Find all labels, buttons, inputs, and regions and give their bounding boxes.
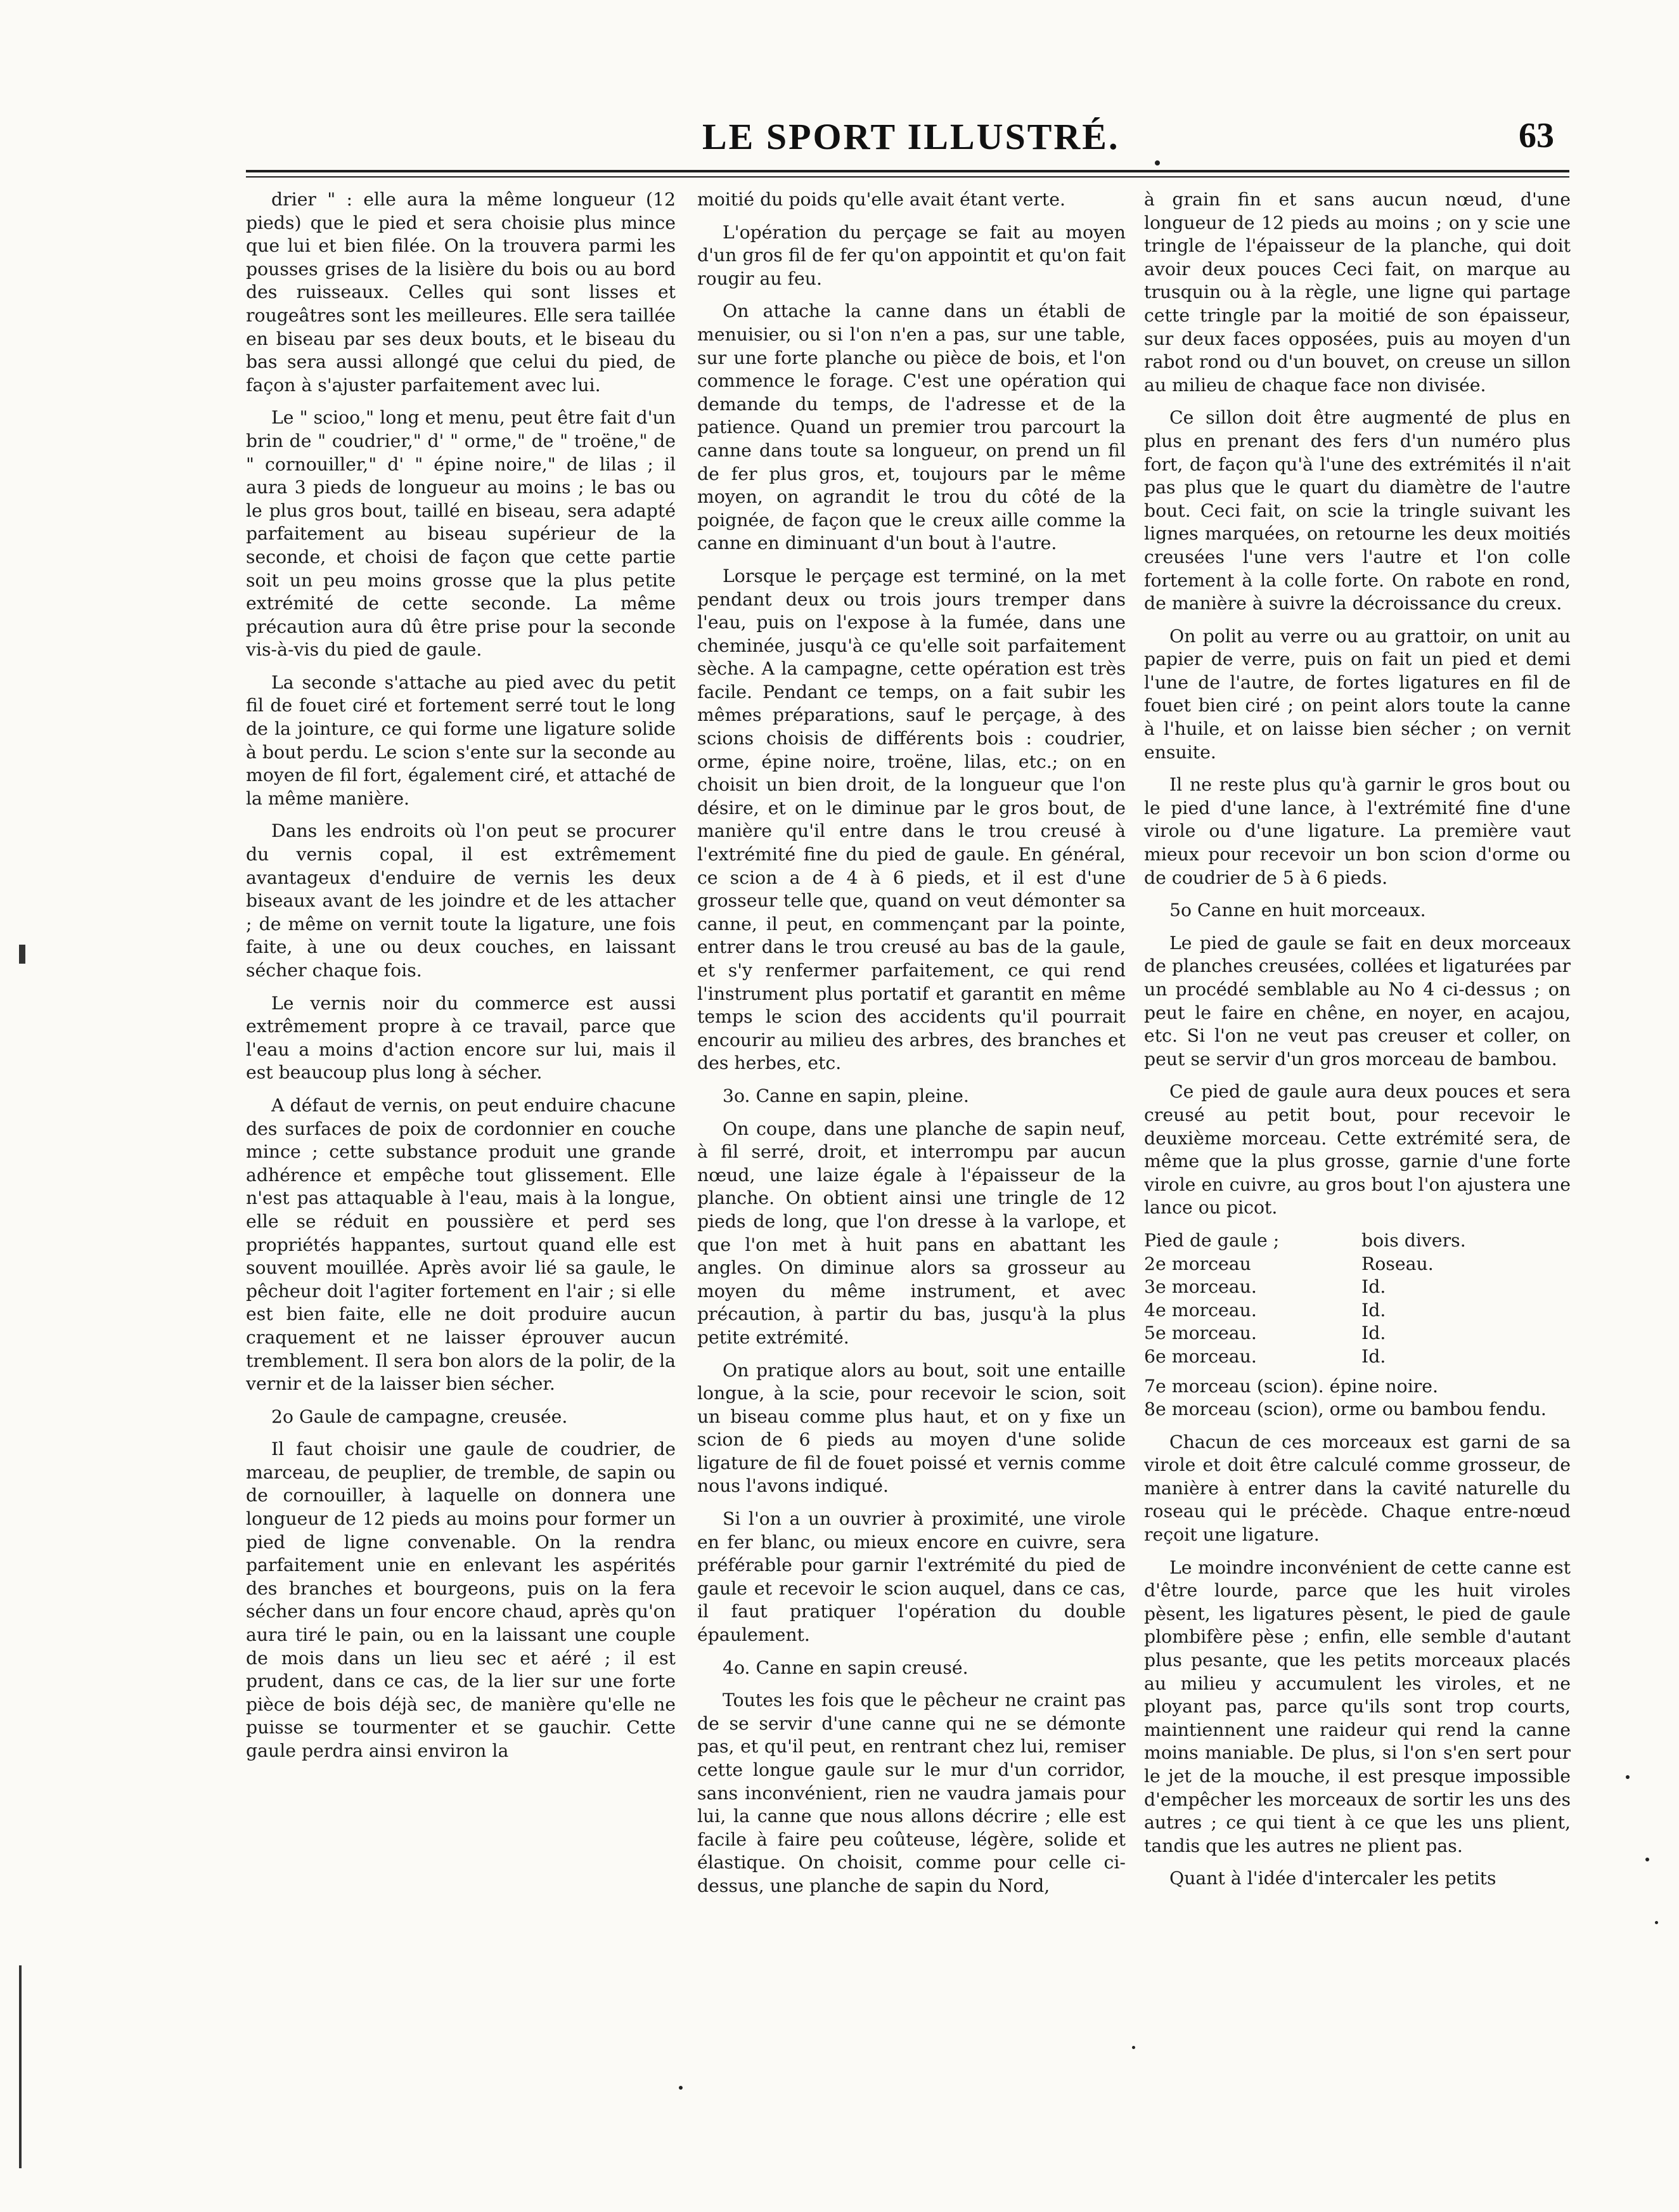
- page-number: 63: [1519, 116, 1554, 155]
- paragraph: Dans les endroits où l'on peut se procurer du vernis copal, il est extrêmement avantageux d'enduire de vernis les deux biseaux avant de les joindre et de les attacher ; de même on vernit toute la ligature, une fois faite, à une ou deux couches, en laissant sécher chaque fois.: [246, 820, 676, 981]
- table-cell-material: bois divers.: [1361, 1229, 1466, 1251]
- table-cell-material: Roseau.: [1361, 1253, 1434, 1274]
- paragraph: Lorsque le perçage est terminé, on la met pendant deux ou trois jours tremper dans l'eau, puis on l'expose à la fumée, dans une cheminée, jusqu'à ce qu'elle soit parfaitement sèche. A la campagne, cette opération est très facile. Pendant ce temps, on a fait subir les mêmes préparations, sauf le perçage, à des scions choisis de différents bois : coudrier, orme, épine noire, troëne, lilas, etc.; on en choisit un bien droit, de la longueur que l'on désire, et on le diminue par le gros bout, de manière qu'il entre dans le trou creusé à l'extrémité fine du pied de gaule. En général, ce scion a de 4 à 6 pieds, et il est d'une grosseur telle que, quand on veut démonter sa canne, il peut, en commençant par la pointe, entrer dans le trou creusé au bas de la gaule, et s'y renfermer parfaitement, ce qui rend l'instrument plus portatif et garantit en même temps le scion des accidents qu'il pourrait encourir au milieu des arbres, des branches et des herbes, etc.: [697, 565, 1126, 1074]
- table-row: [1144, 1276, 1571, 1299]
- paragraph: A défaut de vernis, on peut enduire chacune des surfaces de poix de cordonnier en couche mince ; cette substance produit une grande adhérence et empêche tout glissement. Elle n'est pas attaquable à l'eau, mais à la longue, elle se réduit en poussière et perd ses propriétés happantes, surtout quand elle est souvent mouillée. Après avoir lié sa gaule, le pêcheur doit l'agiter fortement en l'air ; si elle est bien faite, elle ne doit produire aucun craquement et ne laisser éprouver aucun tremblement. Il sera bon alors de la polir, de la vernir et de la laisser bien sécher.: [246, 1094, 676, 1395]
- ink-speck: [1626, 1775, 1630, 1779]
- table-row: [1144, 1253, 1571, 1276]
- header-rule: [246, 170, 1569, 172]
- paragraph: Toutes les fois que le pêcheur ne craint pas de se servir d'une canne qui ne se démonte pas, et qu'il peut, en rentrant chez lui, remiser cette longue gaule sur le mur d'un corridor, sans inconvénient, rien ne vaudra jamais pour lui, la canne que nous allons décrire ; elle est facile à faire peu coûteuse, légère, solide et élastique. On choisit, comme pour celle ci-dessus, une planche de sapin du Nord,: [697, 1690, 1126, 1896]
- section-heading: 3o. Canne en sapin, pleine.: [723, 1085, 969, 1106]
- paragraph: Quant à l'idée d'intercaler les petits: [1169, 1868, 1496, 1889]
- table-cell-piece: 6e morceau.: [1144, 1345, 1257, 1367]
- table-cell-piece: 3e morceau.: [1144, 1276, 1257, 1298]
- paragraph: Il ne reste plus qu'à garnir le gros bout ou le pied d'une lance, à l'extrémité fine d'une virole ou d'une ligature. La première vaut mieux pour recevoir un bon scion d'orme ou de coudrier de 5 à 6 pieds.: [1144, 774, 1571, 888]
- text-column-2: [697, 188, 1126, 2135]
- paragraph: à grain fin et sans aucun nœud, d'une longueur de 12 pieds au moins ; on y scie une tringle de l'épaisseur de la planche, qui doit avoir deux pouces Ceci fait, on marque au trusquin ou à la règle, une ligne qui partage cette tringle par la moitié de son épaisseur, sur deux faces opposées, puis au moyen d'un rabot rond ou d'un bouvet, on creuse un sillon au milieu de chaque face non divisée.: [1144, 189, 1571, 396]
- pieces-table: [1144, 1229, 1571, 1369]
- margin-scan-mark: [19, 1965, 22, 2168]
- table-cell-piece: 4e morceau.: [1144, 1299, 1257, 1321]
- table-line: 8e morceau (scion), orme ou bambou fendu.: [1144, 1399, 1547, 1420]
- paragraph: L'opération du perçage se fait au moyen d'un gros fil de fer qu'on appointit et qu'on fait rougir au feu.: [697, 221, 1126, 289]
- text-column-3: [1144, 188, 1571, 2135]
- text-column-1: [246, 188, 676, 2135]
- section-heading: 4o. Canne en sapin creusé.: [723, 1657, 968, 1678]
- table-line: 7e morceau (scion). épine noire.: [1144, 1375, 1439, 1397]
- table-cell-material: Id.: [1361, 1345, 1386, 1367]
- paragraph: moitié du poids qu'elle avait étant verte.: [697, 189, 1066, 210]
- page-header-title: LE SPORT ILLUSTRÉ.: [702, 116, 1120, 157]
- paragraph: Ce sillon doit être augmenté de plus en plus en prenant des fers d'un numéro plus fort, de façon qu'à l'une des extrémités il n'ait pas plus que le quart du diamètre de l'autre bout. Ceci fait, on scie la tringle suivant les lignes marquées, on retourne les deux moitiés creusées l'une vers l'autre et l'on colle fortement à la colle forte. On rabote en rond, de manière à suivre la décroissance du creux.: [1144, 407, 1571, 614]
- table-cell-piece: Pied de gaule ;: [1144, 1229, 1280, 1251]
- table-row: [1144, 1322, 1571, 1345]
- table-row: [1144, 1345, 1571, 1369]
- paragraph: On polit au verre ou au grattoir, on unit au papier de verre, puis on fait un pied et demi l'une de l'autre, de fortes ligatures en fil de fouet bien ciré ; on peint alors toute la canne à l'huile, et on laisse bien sécher ; on vernit ensuite.: [1144, 625, 1571, 763]
- paragraph: Le pied de gaule se fait en deux morceaux de planches creusées, collées et ligaturées par un procédé semblable au No 4 ci-dessus ; on peut le faire en chêne, en noyer, en acajou, etc. Si l'on ne veut pas creuser et coller, on peut se servir d'un gros morceau de bambou.: [1144, 932, 1571, 1070]
- section-heading: 2o Gaule de campagne, creusée.: [271, 1406, 568, 1427]
- paragraph: Chacun de ces morceaux est garni de sa virole et doit être calculé comme grosseur, de manière à entrer dans la cavité naturelle du roseau qui le précède. Chaque entre-nœud reçoit une ligature.: [1144, 1431, 1571, 1546]
- ink-speck: [679, 2086, 683, 2090]
- table-cell-material: Id.: [1361, 1299, 1386, 1321]
- section-heading: 5o Canne en huit morceaux.: [1169, 900, 1426, 921]
- table-row: [1144, 1229, 1571, 1253]
- header-rule: [246, 176, 1569, 178]
- paragraph: Il faut choisir une gaule de coudrier, de marceau, de peuplier, de tremble, de sapin ou de cornouiller, à laquelle on donnera une longueur de 12 pieds au moins pour former un pied de ligne convenable. On la rendra parfaitement unie en enlevant les aspérités des branches et bourgeons, puis on la fera sécher dans un four encore chaud, après qu'on aura tiré le pain, ou en la laissant une couple de mois dans un lieu sec et aéré ; il est prudent, dans ce cas, de la lier sur une forte pièce de bois déjà sec, de manière qu'elle ne puisse se tourmenter et se gauchir. Cette gaule perdra ainsi environ la: [246, 1439, 676, 1761]
- paragraph: Le moindre inconvénient de cette canne est d'être lourde, parce que les huit viroles pèsent, les ligatures pèsent, le pied de gaule plombifère pèse ; enfin, elle semble d'autant plus pesante, que les petits morceaux placés au milieu y accumulent les viroles, et ne ployant pas, parce qu'ils sont trop courts, maintiennent une raideur qui rend la canne moins maniable. De plus, si l'on s'en sert pour le jet de la mouche, il est presque impossible d'empêcher les morceaux de sortir les uns des autres ; ce qui tient à ce que les uns plient, tandis que les autres ne plient pas.: [1144, 1556, 1571, 1856]
- paragraph: On pratique alors au bout, soit une entaille longue, à la scie, pour recevoir le scion, soit un biseau comme plus haut, et on y fixe un scion de 6 pieds au moyen d'une solide ligature de fil de fouet poissé et vernis comme nous l'avons indiqué.: [697, 1359, 1126, 1497]
- paragraph: On coupe, dans une planche de sapin neuf, à fil serré, droit, et interrompu par aucun nœud, une laize égale à l'épaisseur de la planche. On obtient ainsi une tringle de 12 pieds de long, que l'on dresse à la varlope, et que l'on met à huit pans en abattant les angles. On diminue alors sa grosseur au moyen du même instrument, et avec précaution, à partir du bas, jusqu'à la plus petite extrémité.: [697, 1118, 1126, 1348]
- table-cell-material: Id.: [1361, 1323, 1386, 1344]
- table-cell-material: Id.: [1361, 1276, 1386, 1298]
- table-cell-piece: 5e morceau.: [1144, 1323, 1257, 1344]
- paragraph: La seconde s'attache au pied avec du petit fil de fouet ciré et fortement serré tout le long de la jointure, ce qui forme une ligature solide à bout perdu. Le scion s'ente sur la seconde au moyen de fil fort, également ciré, et attaché de la même manière.: [246, 671, 676, 809]
- paragraph: On attache la canne dans un établi de menuisier, ou si l'on n'en a pas, sur une table, sur une forte planche ou pièce de bois, et l'on commence le forage. C'est une opération qui demande du temps, de l'adresse et de la patience. Quand un premier trou parcourt la canne dans toute sa longueur, on prend un fil de fer plus gros, et, toujours par le même moyen, on agrandit le trou du côté de la poignée, de façon que le creux aille comme la canne en diminuant d'un bout à l'autre.: [697, 301, 1126, 554]
- ink-speck: [1132, 2046, 1135, 2049]
- margin-scan-mark: [19, 945, 25, 964]
- table-row: [1144, 1299, 1571, 1323]
- paragraph: drier " : elle aura la même longueur (12 pieds) que le pied et sera choisie plus mince que lui et bien filée. On la trouvera parmi les pousses grises de la lisière du bois ou au bord des ruisseaux. Celles qui sont lisses et rougeâtres sont les meilleures. Elle sera taillée en biseau par ses deux bouts, et le biseau du bas sera aussi allongé que celui du pied, de façon à s'ajuster parfaitement avec lui.: [246, 189, 676, 396]
- ink-speck: [1655, 1921, 1658, 1924]
- paragraph: Ce pied de gaule aura deux pouces et sera creusé au petit bout, pour recevoir le deuxième morceau. Cette extrémité sera, de même que la plus grosse, garnie d'une forte virole en cuivre, au gros bout l'on ajustera une lance ou picot.: [1144, 1081, 1571, 1219]
- ink-speck: [1645, 1858, 1649, 1861]
- paragraph: Le vernis noir du commerce est aussi extrêmement propre à ce travail, parce que l'eau a moins d'action encore sur lui, mais il est beaucoup plus long à sécher.: [246, 992, 676, 1083]
- paragraph: Si l'on a un ouvrier à proximité, une virole en fer blanc, ou mieux encore en cuivre, sera préférable pour garnir l'extrémité du pied de gaule et recevoir le scion auquel, dans ce cas, il faut pratiquer l'opération du double épaulement.: [697, 1508, 1126, 1646]
- paragraph: Le " scioo," long et menu, peut être fait d'un brin de " coudrier," d' " orme," de " troëne," de " cornouiller," d' " épine noire," de lilas ; il aura 3 pieds de longueur au moins ; le bas ou le plus gros bout, taillé en biseau, sera adapté parfaitement au biseau supérieur de la seconde, et choisi de façon que cette partie soit un peu moins grosse que la plus petite extrémité de cette seconde. La même précaution aura dû être prise pour la seconde vis-à-vis du pied de gaule.: [246, 407, 676, 661]
- table-cell-piece: 2e morceau: [1144, 1253, 1251, 1274]
